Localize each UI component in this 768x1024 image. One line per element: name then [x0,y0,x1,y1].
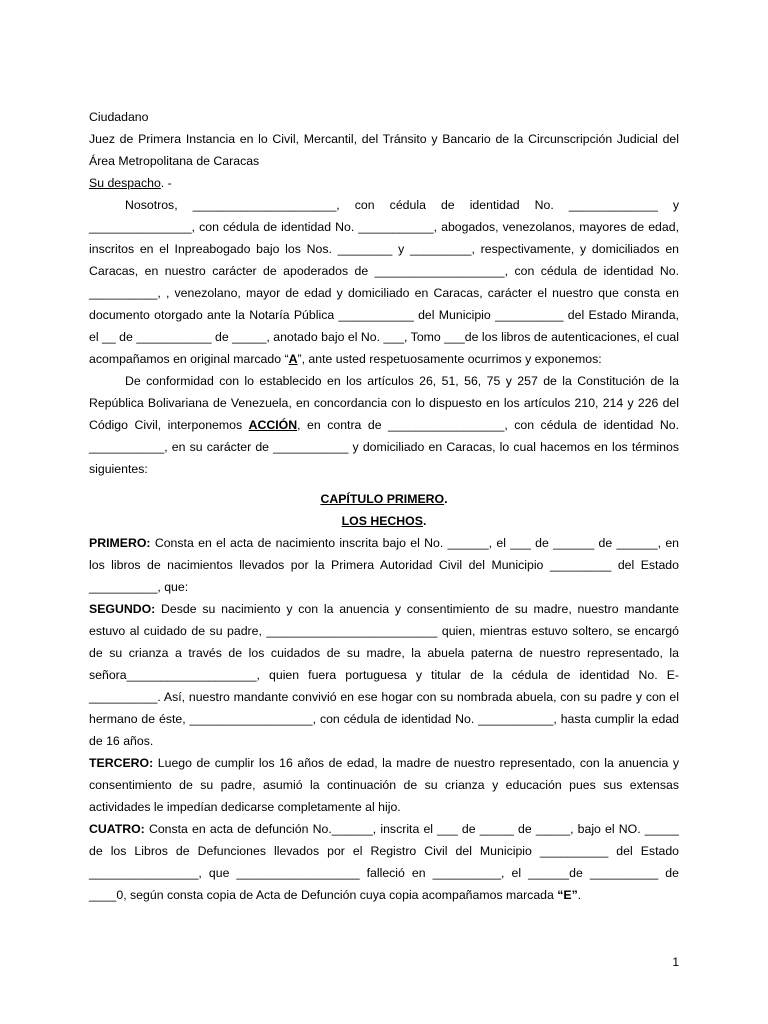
office-label: Su despacho [89,176,161,190]
intro-text-b: ”, ante usted respetuosamente ocurrimos y exponemos: [297,352,602,366]
fact-tercero-label: TERCERO: [89,756,154,770]
fact-cuatro-label: CUATRO: [89,822,145,836]
chapter-subtitle [89,510,679,532]
fact-primero [89,532,679,598]
fact-cuatro-text-b: . [577,888,582,902]
page-number: 1 [672,955,679,969]
fact-cuatro [89,818,679,906]
chapter-title-suffix: . [444,492,448,506]
exhibit-mark-a: A [288,352,298,366]
legal-text-b: , en contra de _________________, con cédula de identidad No. ___________, en su carácter de ___________ y domiciliado en Caracas, lo cual hacemos en los términos siguientes: [89,418,679,476]
court-name: Juez de Primera Instancia en lo Civil, Mercantil, del Tránsito y Bancario de la Circunscripción Judicial del Área Metropolitana de Caracas [89,132,679,168]
legal-text-a: De conformidad con lo establecido en los artículos 26, 51, 56, 75 y 257 de la Constitución de la República Bolivariana de Venezuela, en concordancia con lo dispuesto en los artículos 210, 214 y 226 del Código Civil, interponemos [89,374,679,432]
fact-primero-text: Consta en el acta de nacimiento inscrita bajo el No. ______, el ___ de ______ de ______, en los libros de nacimientos llevados por la Primera Autoridad Civil del Municipio _________ del Estado __________, que: [89,536,679,594]
action-label: ACCIÓN [248,418,298,432]
fact-primero-label: PRIMERO: [89,536,151,550]
chapter-title-text: CAPÍTULO PRIMERO [320,492,445,506]
fact-cuatro-text-a: Consta en acta de defunción No.______, inscrita el ___ de _____ de _____, bajo el NO. _____ de los Libros de Defunciones llevados por el Registro Civil del Municipio __________ del Estado ________________, que __________________ falleció en __________, el ______de __________ de ____0, según consta copia de Acta de Defunción cuya copia acompañamos marcada [89,822,679,902]
legal-basis-paragraph [89,370,679,480]
addressee: Ciudadano [89,110,149,124]
fact-tercero [89,752,679,818]
exhibit-mark-e: “E” [557,888,578,902]
fact-segundo-text: Desde su nacimiento y con la anuencia y consentimiento de su madre, nuestro mandante estuvo al cuidado de su padre, _________________________ quien, mientras estuvo soltero, se encargó de su crianza a través de los cuidados de su madre, la abuela paterna de nuestro representado, la señora___________________, quien fuera portuguesa y titular de la cédula de identidad No. E-__________. Así, nuestro mandante convivió en ese hogar con su nombrada abuela, con su padre y con el hermano de éste, __________________, con cédula de identidad No. ___________, hasta cumplir la edad de 16 años. [89,602,679,748]
chapter-subtitle-text: LOS HECHOS [341,514,423,528]
office-line [89,172,679,194]
document-body [89,106,679,906]
intro-text-a: Nosotros, _____________________, con cédula de identidad No. _____________ y _______________, con cédula de identidad No. ___________, abogados, venezolanos, mayores de edad, inscritos en el Inpreabogado bajo los Nos. ________ y _________, respectivamente, y domiciliados en Caracas, en nuestro carácter de apoderados de ___________________, con cédula de identidad No. __________, , venezolano, mayor de edad y domiciliado en Caracas, carácter el nuestro que consta en documento otorgado ante la Notaría Pública ___________ del Municipio __________ del Estado Miranda, el __ de ___________ de _____, anotado bajo el No. ___, Tomo ___de los libros de autenticaciones, el cual acompañamos en original marcado “ [89,198,679,366]
intro-paragraph [89,194,679,370]
fact-segundo-label: SEGUNDO: [89,602,156,616]
fact-segundo [89,598,679,752]
office-suffix: . - [160,176,172,190]
chapter-subtitle-suffix: . [422,514,427,528]
chapter-title [89,488,679,510]
fact-tercero-text: Luego de cumplir los 16 años de edad, la madre de nuestro representado, con la anuencia y consentimiento de su padre, asumió la continuación de su crianza y educación pues sus extensas actividades le impedían dedicarse completamente al hijo. [89,756,679,814]
